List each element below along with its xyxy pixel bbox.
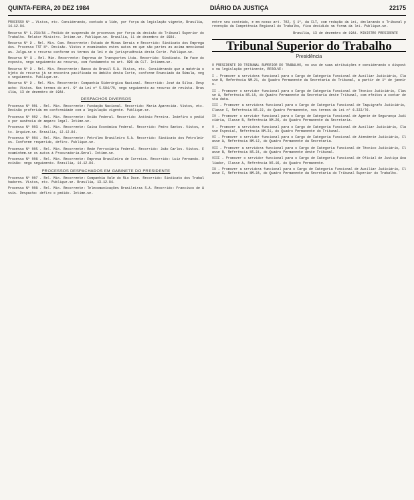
header-date: QUINTA-FEIRA, 20 DEZ 1984 bbox=[8, 6, 90, 12]
left-paragraph: Recurso Nº 1.234/84 — Pedido de suspensão de processos por força da decisão do Tribunal Superior do Trabalho. Relator Ministro. Intime-se. Publique-se. Brasília, 11 de dezembro de 1984. bbox=[8, 30, 204, 39]
left-paragraph: Processo Nº 006 - Rel. Min. Recorrente: Empresa Brasileira de Correios. Recorrido: Luiz Fernando. Decisão: nego seguimento. Brasília, 14.12.84. bbox=[8, 157, 204, 166]
right-column bbox=[212, 20, 406, 496]
left-paragraph: Processo Nº 001 - Rel. Min. Recorrente: Fundação Nacional. Recorrido: Maria Aparecida. Vistos, etc. Decisão proferida em conformidade com a legislação vigente. Publique-se. bbox=[8, 104, 204, 113]
left-paragraph: Recurso Nº 9 - Rel. Min. Com. Recorrente: Estado de Minas Gerais e Recorrido: Sindicato dos Empregados. Processo TST Nº. Decisão. Vistos e examinados estes autos em que são partes as acima mencionadas. Julga-se o recurso conforme os termos da lei e da jurisprudência desta Corte. Publique-se. bbox=[8, 41, 204, 54]
right-paragraph: IV - Promover o servidor funcional para o Cargo de Categoria Funcional de Agente de Segurança Judiciária, Classe B, Referência NM-26, do Quadro Permanente da Secretaria. bbox=[212, 113, 406, 123]
right-paragraph: I - Promover a servidora funcional para o Cargo de Categoria Funcional de Auxiliar Judiciário, Classe B, Referência NM-21, do Quadro Permanente da Secretaria do Tribunal, a partir de 1º de janeiro. bbox=[212, 73, 406, 87]
presidencia-heading: Presidência bbox=[295, 54, 323, 60]
section-heading: DESPACHOS DIVERSOS bbox=[80, 95, 132, 101]
right-paragraph: VIII - Promover o servidor funcional para o Cargo de Categoria Funcional de Oficial de Justiça Avaliador, Classe A, Referência NS-16, do Quadro Permanente. bbox=[212, 156, 406, 165]
left-paragraph: Processo Nº 008 - Rel. Min. Recorrente: Telecomunicações Brasileiras S.A. Recorrido: Francisco de Assis. Despacho: defiro o pedido. Intime-se. bbox=[8, 186, 204, 195]
right-paragraph: V - Promover a servidora funcional para o Cargo de Categoria Funcional de Auxiliar Judiciário, Classe Especial, Referência NM-31, do Quadro Permanente do Tribunal. bbox=[212, 124, 406, 133]
right-paragraph: VII - Promover a servidora funcional para o Cargo de Categoria Funcional de Técnico Judiciário, Classe B, Referência NS-24, do Quadro Permanente deste Tribunal. bbox=[212, 145, 406, 154]
court-banner bbox=[212, 39, 406, 52]
left-paragraph: Recurso Nº 9 - Rel. Min. Recorrente: Companhia Siderúrgica Nacional. Recorrido: José da Silva. Despacho: Vistos. Nos termos do art. 9º da Lei nº 5.584/70, nego seguimento ao recurso de revista. Brasília, 13 de dezembro de 1984. bbox=[8, 81, 204, 94]
signature-block: Brasília, 13 de dezembro de 1984. MINISTRO PRESIDENTE bbox=[293, 30, 398, 35]
left-paragraph: PROCESSO Nº — Vistos, etc. Considerando, contudo a lide, por força da legislação vigente, Brasília, 14.12.84. bbox=[8, 20, 204, 29]
left-paragraph: Recurso Nº 9 - Rel. Min. Recorrente: Empresa de Transportes Ltda. Recorrido: Sindicato. Em face do exposto, nego seguimento ao recurso, com fundamento no art. 896 da CLT. Intimem-se. bbox=[8, 55, 204, 65]
right-paragraph: entre seu conteúdo, e em nosso art. 702, § 1º, da CLT, com redação da Lei, declarando o Tribunal prevenção da Competência Regional do Trabalho, fica decidido na forma da lei. Publique-se. bbox=[212, 20, 406, 29]
section-heading: PROCESSOS DESPACHADOS EM GABINETE DO PRESIDENTE bbox=[41, 167, 171, 173]
header-publication: DIÁRIO DA JUSTIÇA bbox=[210, 6, 269, 12]
right-paragraph: O PRESIDENTE DO TRIBUNAL SUPERIOR DO TRABALHO, no uso de suas atribuições e considerando o disposto na legislação pertinente, RESOLVE: bbox=[212, 63, 406, 72]
left-paragraph: Processo Nº 005 - Rel. Min. Recorrente: Rede Ferroviária Federal. Recorrido: João Carlos. Vistos. Encaminhem-se os autos à Procuradoria-Geral. Intime-se. bbox=[8, 146, 204, 155]
left-paragraph: Processo Nº 004 - Rel. Min. Recorrente: Petróleo Brasileiro S.A. Recorrido: Sindicato dos Petroleiros. Conforme requerido, defiro. Publique-se. bbox=[8, 135, 204, 145]
left-paragraph: Processo Nº 007 - Rel. Min. Recorrente: Companhia Vale do Rio Doce. Recorrido: Sindicato dos Trabalhadores. Vistos, etc. Publique-se. Brasília, 13.12.84. bbox=[8, 175, 204, 184]
left-paragraph: Processo Nº 002 - Rel. Min. Recorrente: União Federal. Recorrido: Antônio Pereira. Indefiro o pedido por ausência de amparo legal. Intime-se. bbox=[8, 114, 204, 123]
left-column bbox=[8, 20, 204, 496]
court-title: Tribunal Superior do Trabalho bbox=[226, 38, 392, 53]
right-paragraph: VI - Promover o servidor funcional para o Cargo de Categoria Funcional de Atendente Judiciário, Classe A, Referência NM-12, do Quadro Permanente da Secretaria. bbox=[212, 135, 406, 144]
right-paragraph: II - Promover o servidor funcional para o Cargo de Categoria Funcional de Técnico Judiciário, Classe A, Referência NS-18, do Quadro Permanente da Secretaria deste Tribunal, com efeitos a contar desta data. bbox=[212, 88, 406, 101]
right-paragraph: III - Promover a servidora funcional para o Cargo de Categoria Funcional de Taquígrafo Judiciário, Classe C, Referência NS-22, do Quadro Permanente, nos termos da Lei nº 6.333/76. bbox=[212, 103, 406, 112]
header-page-number: 22175 bbox=[389, 6, 406, 12]
left-paragraph: Processo Nº 003 - Rel. Min. Recorrente: Caixa Econômica Federal. Recorrido: Pedro Santos. Vistos, etc. Arquive-se. Brasília, 12.12.84. bbox=[8, 125, 204, 134]
right-paragraph: IX - Promover a servidora funcional para o Cargo de Categoria Funcional de Auxiliar Judiciário, Classe C, Referência NM-28, do Quadro Permanente da Secretaria do Tribunal Superior do Trabalho. bbox=[212, 166, 406, 176]
page-header bbox=[8, 5, 406, 16]
left-paragraph: Recurso Nº 9 - Rel. Min. Recorrente: Banco do Brasil S.A. Vistos, etc. Considerando que a matéria objeto do recurso já se encontra pacificada no âmbito desta Corte, conforme Enunciado da Súmula, nego seguimento. Publique-se. bbox=[8, 66, 204, 79]
